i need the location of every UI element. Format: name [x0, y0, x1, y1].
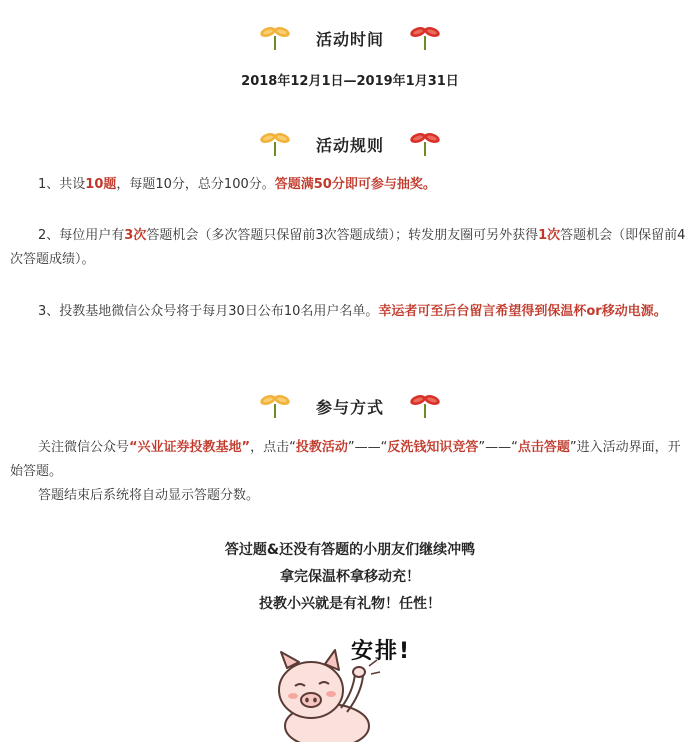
rule-2 [10, 224, 692, 272]
method-text-3: ”——“ [347, 440, 388, 455]
section-header-time [0, 22, 700, 54]
section-title-method: 参与方式 [315, 397, 384, 417]
yellow-sprout-icon [260, 392, 290, 420]
rule-1-highlight-count: 10题 [85, 177, 117, 192]
closing-line-1: 答过题&还没有答题的小朋友们继续冲鸭 [224, 542, 476, 558]
section-title-rules: 活动规则 [315, 135, 384, 155]
rule-3 [10, 300, 692, 324]
yellow-sprout-icon [260, 130, 290, 158]
red-sprout-icon [410, 392, 440, 420]
rule-1 [10, 173, 692, 197]
method-step-quiz: 反洗钱知识竞答 [387, 440, 479, 455]
rule-3-highlight-prize: 幸运者可至后台留言希望得到保温杯or移动电源。 [378, 304, 667, 319]
method-instructions [10, 436, 692, 484]
yellow-sprout-icon [260, 24, 290, 52]
method-text-4: ”——“ [478, 440, 518, 455]
method-text-2: ，点击“ [250, 440, 296, 455]
rule-2-text-3: 答题机会（即保留前4次答题成绩）。 [10, 228, 686, 267]
closing-line-3: 投教小兴就是有礼物！任性！ [259, 596, 441, 612]
red-sprout-icon [410, 130, 440, 158]
sticker-caption: 安排! [351, 639, 412, 664]
pig-sticker [265, 628, 435, 742]
rule-3-text: 3、投教基地微信公众号将于每月30日公布10名用户名单。 [38, 304, 379, 319]
rule-2-text-2: 答题机会（多次答题只保留前3次答题成绩）；转发朋友圈可另外获得 [146, 228, 539, 243]
method-account-name: “兴业证券投教基地” [129, 440, 251, 455]
rule-1-text-2: ，每题10分，总分100分。 [116, 177, 275, 192]
method-text-5: ”进入活动界面，开始答题。 [10, 440, 681, 479]
closing-line-2: 拿完保温杯拿移动充！ [280, 569, 420, 585]
rule-2-highlight-chances: 3次 [124, 228, 147, 243]
method-result-note: 答题结束后系统将自动显示答题分数。 [38, 488, 260, 503]
section-header-method [0, 390, 700, 422]
method-step-activity: 投教活动 [295, 440, 348, 455]
activity-date-range: 2018年12月1日—2019年1月31日 [241, 74, 459, 89]
method-step-answer: 点击答题 [517, 440, 570, 455]
rule-1-text: 1、共设 [38, 177, 86, 192]
rule-2-text: 2、每位用户有 [38, 228, 125, 243]
section-header-rules [0, 128, 700, 160]
section-title-time: 活动时间 [315, 29, 384, 49]
red-sprout-icon [410, 24, 440, 52]
rule-2-highlight-bonus: 1次 [538, 228, 561, 243]
method-text: 关注微信公众号 [38, 440, 130, 455]
rule-1-highlight-prize: 答题满50分即可参与抽奖。 [274, 177, 436, 192]
